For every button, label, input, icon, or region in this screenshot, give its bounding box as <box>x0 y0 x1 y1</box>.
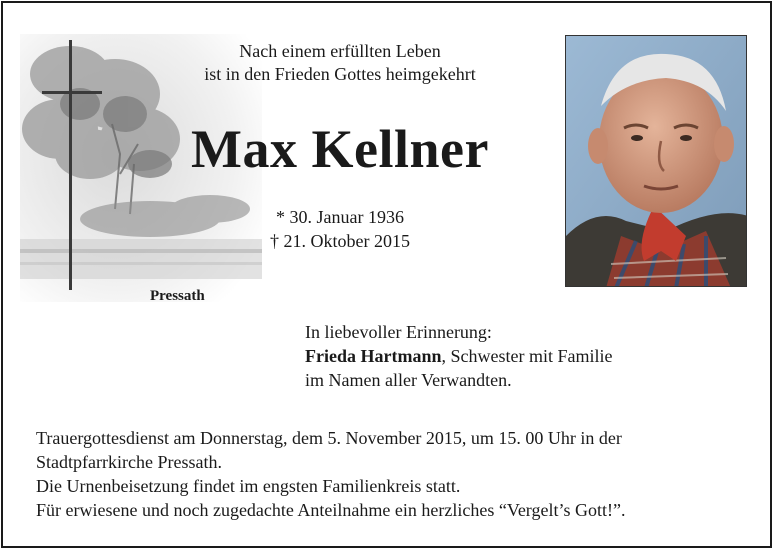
burial-line: Die Urnenbeisetzung findet im engsten Familienkreis statt. <box>36 476 461 496</box>
deceased-name: Max Kellner <box>191 119 489 179</box>
mourners-block <box>305 320 612 392</box>
mourner-line <box>305 344 612 368</box>
mourner-name: Frieda Hartmann <box>305 346 442 366</box>
service-line-2: Stadtpfarrkirche Pressath. <box>36 452 222 472</box>
portrait-photo <box>565 35 747 287</box>
birth-date: * 30. Januar 1936 <box>276 207 404 227</box>
thanks-line: Für erwiesene und noch zugedachte Anteilnahme ein herzliches “Vergelt’s Gott!”. <box>36 500 626 520</box>
death-date: † 21. Oktober 2015 <box>270 231 410 251</box>
service-line-1: Trauergottesdienst am Donnerstag, dem 5. November 2015, um 15. 00 Uhr in der <box>36 428 622 448</box>
relatives-line: im Namen aller Verwandten. <box>305 370 512 390</box>
memory-line: In liebevoller Erinnerung: <box>305 322 492 342</box>
intro-line-1: Nach einem erfüllten Leben <box>239 41 441 61</box>
intro-text <box>150 40 530 86</box>
service-info <box>36 426 746 522</box>
intro-line-2: ist in den Frieden Gottes heimgekehrt <box>204 64 476 84</box>
mourner-relation: , Schwester mit Familie <box>441 346 613 366</box>
life-dates <box>180 205 500 253</box>
place-name: Pressath <box>150 288 205 304</box>
